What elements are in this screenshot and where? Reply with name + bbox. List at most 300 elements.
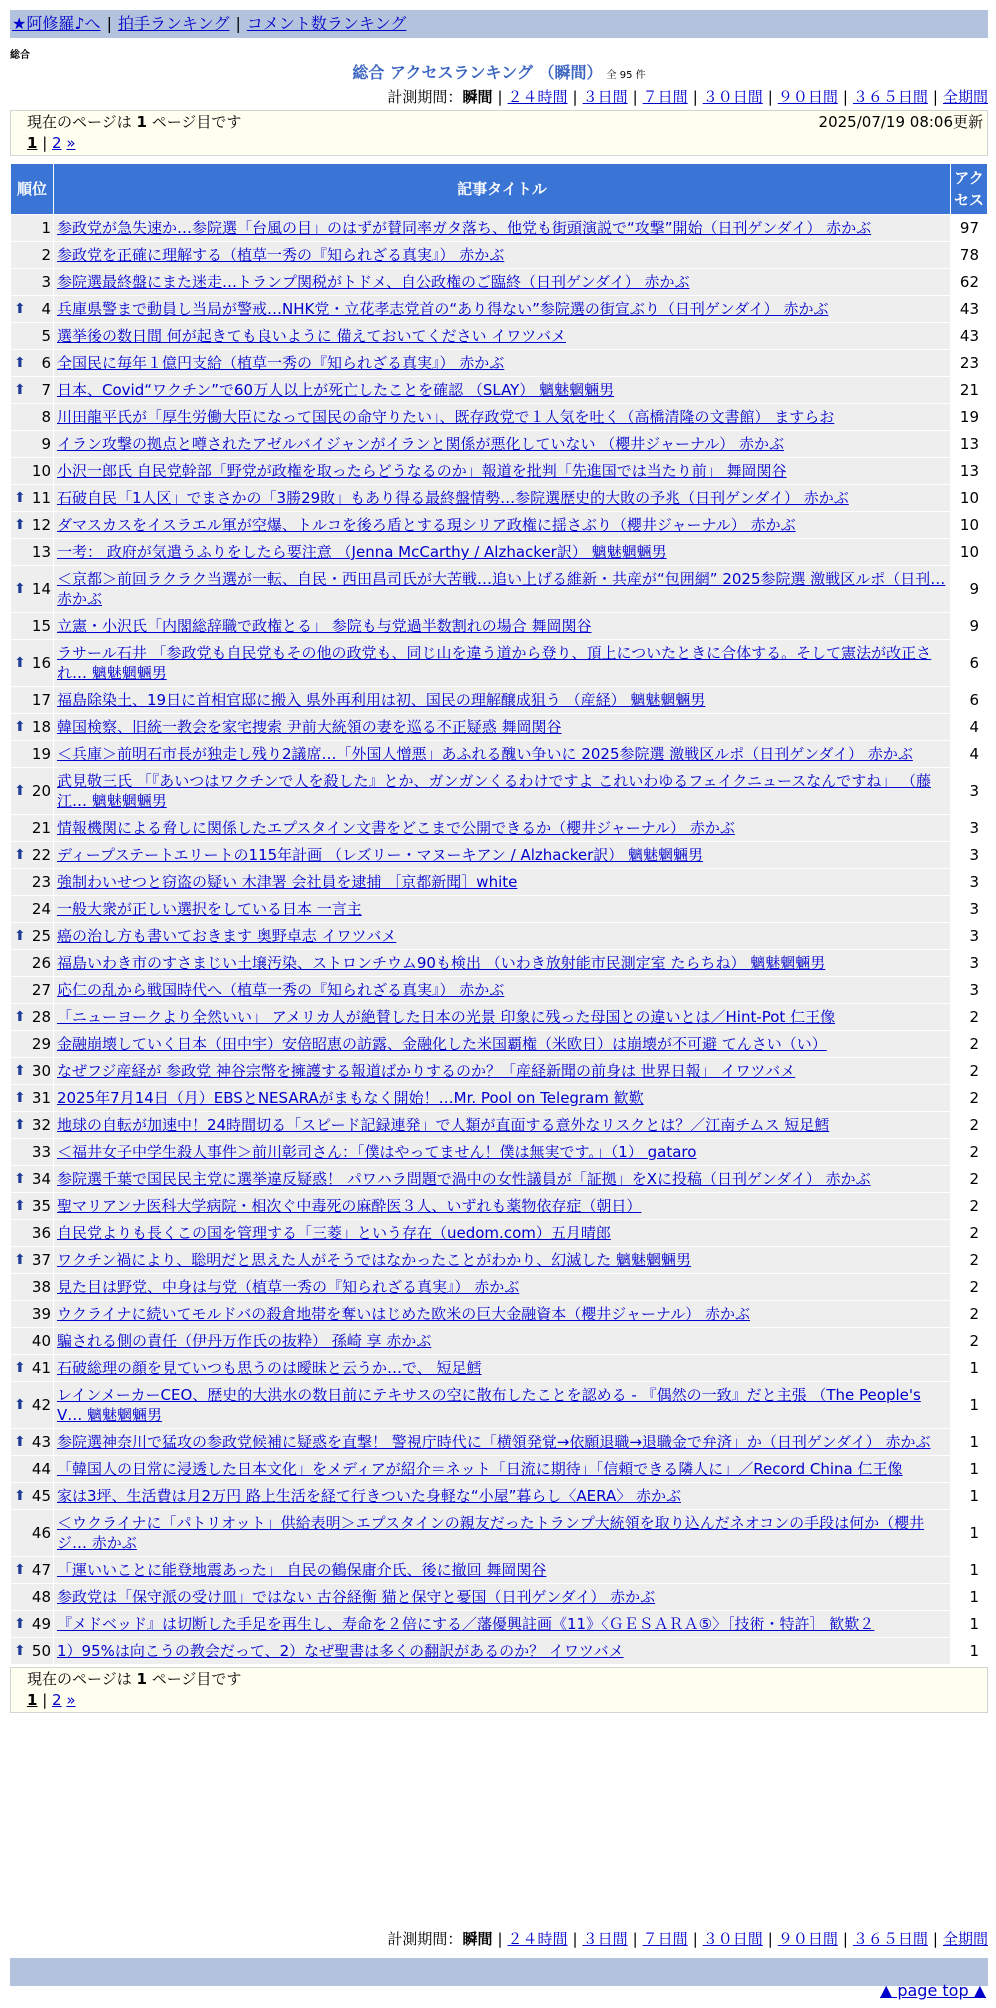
rank-cell — [11, 1328, 53, 1354]
article-title-link[interactable]: 福島いわき市のすさまじい土壌汚染、ストロンチウム90も検出 （いわき放射能市民測定室 たらちね） 魑魅魍魎男 — [57, 954, 826, 972]
title-cell — [54, 269, 950, 295]
rank-cell — [11, 687, 53, 713]
rank-cell — [11, 950, 53, 976]
rank-number: 36 — [31, 1224, 51, 1242]
rank-cell — [11, 215, 53, 241]
article-title-link[interactable]: 韓国検察、旧統一教会を家宅捜索 尹前大統領の妻を巡る不正疑惑 舞岡関谷 — [57, 718, 562, 736]
access-count: 2 — [951, 1301, 987, 1327]
title-cell — [54, 741, 950, 767]
pagination-current: 1 — [27, 1691, 38, 1709]
article-title-link[interactable]: イラン攻撃の拠点と噂されたアゼルバイジャンがイランと関係が悪化していない （櫻井ジャーナル） 赤かぶ — [57, 435, 784, 453]
rank-up-arrow-icon: ⬆ — [14, 719, 26, 735]
rank-cell — [11, 269, 53, 295]
article-title-link[interactable]: 参政党を正確に理解する（植草一秀の『知られざる真実』） 赤かぶ — [57, 246, 505, 264]
access-count: 2 — [951, 1004, 987, 1030]
rank-cell — [11, 1193, 53, 1219]
article-title-link[interactable]: 川田龍平氏が「厚生労働大臣になって国民の命守りたい」、既存政党で１人気を吐く（高橋清隆の文書館） ますらお — [57, 408, 835, 426]
nav-link-comment-ranking[interactable]: コメント数ランキング — [246, 14, 407, 33]
article-title-link[interactable]: 石破自民「1人区」でまさかの「3勝29敗」もあり得る最終盤情勢…参院選歴史的大敗の予兆（日刊ゲンダイ） 赤かぶ — [57, 489, 849, 507]
access-count: 2 — [951, 1085, 987, 1111]
article-title-link[interactable]: 地球の自転が加速中！24時間切る「スピード記録連発」で人類が直面する意外なリスクとは？／江南チムス 短足鱈 — [57, 1116, 830, 1134]
rank-cell — [11, 566, 53, 612]
table-row — [11, 1004, 987, 1030]
title-cell — [54, 1456, 950, 1482]
title-cell — [54, 950, 950, 976]
rank-number: 16 — [31, 654, 51, 672]
title-cell — [54, 323, 950, 349]
article-title-link[interactable]: 選挙後の数日間 何が起きても良いように 備えておいてください イワツバメ — [57, 327, 567, 345]
table-row — [11, 1112, 987, 1138]
access-count: 13 — [951, 431, 987, 457]
rank-number: 15 — [31, 617, 51, 635]
rank-number: 49 — [31, 1615, 51, 1633]
rank-number: 26 — [31, 954, 51, 972]
title-cell — [54, 350, 950, 376]
title-cell — [54, 815, 950, 841]
table-row — [11, 1139, 987, 1165]
col-header-access: アクセス — [951, 164, 987, 214]
table-row — [11, 1058, 987, 1084]
category-label: 総合 — [10, 50, 30, 61]
period-link-3d[interactable]: ３日間 — [582, 88, 628, 106]
title-cell — [54, 458, 950, 484]
rank-up-arrow-icon: ⬆ — [14, 1090, 26, 1106]
table-row — [11, 687, 987, 713]
article-title-link[interactable]: 参院選千葉で国民民主党に選挙違反疑惑！ パワハラ問題で渦中の女性議員が「証拠」をXに投稿（日刊ゲンダイ） 赤かぶ — [57, 1170, 871, 1188]
rank-up-arrow-icon: ⬆ — [14, 1616, 26, 1632]
title-cell — [54, 485, 950, 511]
period-link-90d[interactable]: ９０日間 — [777, 1930, 838, 1948]
period-selector-top: 計測期間：瞬間 | ２４時間 | ３日間 | ７日間 | ３０日間 | ９０日間 | ３６５日間 | 全期間 — [387, 88, 988, 106]
article-title-link[interactable]: 1）95%は向こうの教会だって、2）なぜ聖書は多くの翻訳があるのか？ イワツバメ — [57, 1642, 624, 1660]
article-title-link[interactable]: 金融崩壊していく日本（田中宇）安倍昭恵の訪露、金融化した米国覇権（米欧日）は崩壊が不可避 てんさい（い） — [57, 1035, 827, 1053]
rank-cell — [11, 1112, 53, 1138]
article-title-link[interactable]: ディープステートエリートの115年計画 （レズリー・マヌーキアン / Alzhacker訳） 魑魅魍魎男 — [57, 846, 704, 864]
rank-cell — [11, 458, 53, 484]
table-row — [11, 1031, 987, 1057]
table-row — [11, 539, 987, 565]
rank-number: 17 — [31, 691, 51, 709]
access-count: 13 — [951, 458, 987, 484]
rank-cell — [11, 431, 53, 457]
rank-number: 9 — [41, 435, 51, 453]
table-row — [11, 1247, 987, 1273]
title-cell — [54, 1382, 950, 1428]
rank-number: 45 — [31, 1487, 51, 1505]
rank-cell — [11, 350, 53, 376]
rank-number: 39 — [31, 1305, 51, 1323]
article-title-link[interactable]: 一考： 政府が気遣うふりをしたら要注意 （Jenna McCarthy / Alzhacker訳） 魑魅魍魎男 — [57, 543, 667, 561]
title-cell — [54, 1328, 950, 1354]
period-link-30d[interactable]: ３０日間 — [702, 1930, 763, 1948]
access-count: 3 — [951, 768, 987, 814]
access-count: 43 — [951, 296, 987, 322]
table-row — [11, 1166, 987, 1192]
rank-up-arrow-icon: ⬆ — [14, 1171, 26, 1187]
period-link-7d[interactable]: ７日間 — [642, 1930, 688, 1948]
table-row — [11, 1220, 987, 1246]
article-title-link[interactable]: 『メドベッド』は切断した手足を再生し、寿命を２倍にする／藩優興註画《11》〈ＧＥＳＡＲＡ⑤〉［技術・特許］ 歓歎２ — [57, 1615, 875, 1633]
top-nav-bar — [10, 10, 988, 38]
access-count: 1 — [951, 1584, 987, 1610]
title-cell — [54, 1112, 950, 1138]
rank-cell — [11, 1557, 53, 1583]
rank-up-arrow-icon: ⬆ — [14, 517, 26, 533]
access-count: 62 — [951, 269, 987, 295]
article-title-link[interactable]: 参政党は「保守派の受け皿」ではない 古谷経衡 猫と保守と憂国（日刊ゲンダイ） 赤かぶ — [57, 1588, 656, 1606]
rank-number: 30 — [31, 1062, 51, 1080]
nav-link-asyura[interactable]: ★阿修羅♪へ — [12, 14, 101, 33]
table-row — [11, 1301, 987, 1327]
title-cell — [54, 242, 950, 268]
access-count: 9 — [951, 566, 987, 612]
table-row — [11, 215, 987, 241]
table-row — [11, 269, 987, 295]
rank-cell — [11, 485, 53, 511]
table-row — [11, 923, 987, 949]
table-header-row — [11, 164, 987, 214]
title-cell — [54, 1085, 950, 1111]
title-cell — [54, 687, 950, 713]
rank-cell — [11, 1139, 53, 1165]
rank-up-arrow-icon: ⬆ — [14, 1117, 26, 1133]
rank-up-arrow-icon: ⬆ — [14, 1198, 26, 1214]
rank-cell — [11, 977, 53, 1003]
rank-number: 48 — [31, 1588, 51, 1606]
title-cell — [54, 613, 950, 639]
article-title-link[interactable]: 応仁の乱から戦国時代へ（植草一秀の『知られざる真実』） 赤かぶ — [57, 981, 505, 999]
article-title-link[interactable]: 小沢一郎氏 自民党幹部「野党が政権を取ったらどうなるのか」報道を批判「先進国では当たり前」 舞岡関谷 — [57, 462, 787, 480]
title-cell — [54, 768, 950, 814]
access-count: 23 — [951, 350, 987, 376]
article-title-link[interactable]: 一般大衆が正しい選択をしている日本 一言主 — [57, 900, 362, 918]
article-title-link[interactable]: 自民党よりも長くこの国を管理する「三菱」という存在（uedom.com）五月晴郎 — [57, 1224, 611, 1242]
access-count: 2 — [951, 1274, 987, 1300]
access-count: 3 — [951, 842, 987, 868]
rank-cell — [11, 1004, 53, 1030]
article-title-link[interactable]: 聖マリアンナ医科大学病院・相次ぐ中毒死の麻酔医３人、いずれも薬物依存症（朝日） — [57, 1197, 642, 1215]
rank-number: 10 — [31, 462, 51, 480]
article-title-link[interactable]: 癌の治し方も書いておきます 奥野卓志 イワツバメ — [57, 927, 397, 945]
title-cell — [54, 869, 950, 895]
rank-number: 35 — [31, 1197, 51, 1215]
rank-cell — [11, 613, 53, 639]
rank-cell — [11, 1382, 53, 1428]
table-row — [11, 869, 987, 895]
access-count: 3 — [951, 923, 987, 949]
article-title-link[interactable]: 見た目は野党、中身は与党（植草一秀の『知られざる真実』） 赤かぶ — [57, 1278, 520, 1296]
title-cell — [54, 431, 950, 457]
article-title-link[interactable]: 参政党が急失速か…参院選「台風の目」のはずが賛同率ガタ落ち、他党も街頭演説で“攻撃”開始（日刊ゲンダイ） 赤かぶ — [57, 219, 872, 237]
table-row — [11, 1193, 987, 1219]
title-cell — [54, 1031, 950, 1057]
period-link-365d[interactable]: ３６５日間 — [852, 88, 928, 106]
period-link-365d[interactable]: ３６５日間 — [852, 1930, 928, 1948]
article-title-link[interactable]: 「運いいことに能登地震あった」 自民の鶴保庸介氏、後に撤回 舞岡関谷 — [57, 1561, 547, 1579]
table-row — [11, 296, 987, 322]
page-top-link[interactable]: ▲ page top ▲ — [879, 1981, 986, 2000]
updated-timestamp: 2025/07/19 08:06更新 — [818, 113, 983, 131]
period-current: 瞬間 — [462, 1930, 493, 1948]
bottom-bar — [10, 1958, 988, 1986]
page-title-text: 総合 アクセスランキング （瞬間） — [352, 63, 603, 82]
pagination-next[interactable]: » — [66, 134, 76, 152]
table-row — [11, 896, 987, 922]
table-row — [11, 1274, 987, 1300]
period-link-3d[interactable]: ３日間 — [582, 1930, 628, 1948]
article-title-link[interactable]: ウクライナに続いてモルドバの殺倉地帯を奪いはじめた欧米の巨大金融資本（櫻井ジャーナル） 赤かぶ — [57, 1305, 750, 1323]
rank-up-arrow-icon: ⬆ — [14, 928, 26, 944]
period-label: 計測期間： — [387, 88, 463, 106]
article-title-link[interactable]: 情報機関による脅しに関係したエプスタイン文書をどこまで公開できるか（櫻井ジャーナル） 赤かぶ — [57, 819, 735, 837]
title-cell — [54, 296, 950, 322]
access-count: 6 — [951, 640, 987, 686]
period-link-all[interactable]: 全期間 — [942, 1930, 988, 1948]
rank-number: 7 — [41, 381, 51, 399]
rank-number: 14 — [31, 580, 51, 598]
access-count: 21 — [951, 377, 987, 403]
title-cell — [54, 1584, 950, 1610]
rank-up-arrow-icon: ⬆ — [14, 355, 26, 371]
page-info-text: 現在のページは — [27, 113, 132, 131]
pagination-page-2[interactable]: 2 — [52, 1691, 62, 1709]
period-link-30d[interactable]: ３０日間 — [702, 88, 763, 106]
access-count: 9 — [951, 613, 987, 639]
rank-number: 42 — [31, 1396, 51, 1414]
rank-cell — [11, 404, 53, 430]
rank-number: 27 — [31, 981, 51, 999]
access-count: 2 — [951, 1247, 987, 1273]
access-count: 1 — [951, 1557, 987, 1583]
period-link-24h[interactable]: ２４時間 — [507, 1930, 568, 1948]
article-title-link[interactable]: 「ニューヨークより全然いい」 アメリカ人が絶賛した日本の光景 印象に残った母国との違いとは／Hint-Pot 仁王像 — [57, 1008, 836, 1026]
rank-up-arrow-icon: ⬆ — [14, 301, 26, 317]
article-title-link[interactable]: 石破総理の顔を見ていつも思うのは曖昧と云うか…で、 短足鱈 — [57, 1359, 482, 1377]
access-count: 1 — [951, 1510, 987, 1556]
article-title-link[interactable]: ダマスカスをイスラエル軍が空爆、トルコを後ろ盾とする現シリア政権に揺さぶり（櫻井ジャーナル） 赤かぶ — [57, 516, 796, 534]
rank-cell — [11, 640, 53, 686]
rank-up-arrow-icon: ⬆ — [14, 783, 26, 799]
table-row — [11, 485, 987, 511]
access-count: 19 — [951, 404, 987, 430]
article-title-link[interactable]: 兵庫県警まで動員し当局が警戒…NHK党・立花孝志党首の“あり得ない”参院選の街宣ぶり（日刊ゲンダイ） 赤かぶ — [57, 300, 829, 318]
rank-up-arrow-icon: ⬆ — [14, 1434, 26, 1450]
access-count: 10 — [951, 512, 987, 538]
title-cell — [54, 842, 950, 868]
title-cell — [54, 1355, 950, 1381]
table-row — [11, 566, 987, 612]
rank-cell — [11, 539, 53, 565]
table-row — [11, 1355, 987, 1381]
rank-number: 21 — [31, 819, 51, 837]
rank-number: 50 — [31, 1642, 51, 1660]
rank-number: 38 — [31, 1278, 51, 1296]
rank-up-arrow-icon: ⬆ — [14, 581, 26, 597]
period-selector-bottom: 計測期間：瞬間 | ２４時間 | ３日間 | ７日間 | ３０日間 | ９０日間 | ３６５日間 | 全期間 — [387, 1930, 988, 1948]
article-title-link[interactable]: 日本、Covid“ワクチン”で60万人以上が死亡したことを確認 （SLAY） 魑魅魍魎男 — [57, 381, 615, 399]
rank-cell — [11, 768, 53, 814]
col-header-rank: 順位 — [11, 164, 53, 214]
access-count: 6 — [951, 687, 987, 713]
access-count: 4 — [951, 741, 987, 767]
article-title-link[interactable]: ＜福井女子中学生殺人事件＞前川彰司さん：「僕はやってません！僕は無実です。」（1） gataro — [57, 1143, 697, 1161]
rank-number: 46 — [31, 1524, 51, 1542]
access-count: 2 — [951, 1031, 987, 1057]
rank-up-arrow-icon: ⬆ — [14, 1397, 26, 1413]
rank-up-arrow-icon: ⬆ — [14, 1009, 26, 1025]
page-info-bottom: 現在のページは 1 ページ目です 1 | 2 » — [10, 1667, 988, 1713]
rank-number: 13 — [31, 543, 51, 561]
access-count: 1 — [951, 1483, 987, 1509]
period-link-24h[interactable]: ２４時間 — [507, 88, 568, 106]
title-cell — [54, 539, 950, 565]
period-label: 計測期間： — [387, 1930, 463, 1948]
table-row — [11, 950, 987, 976]
table-row — [11, 815, 987, 841]
table-row — [11, 1456, 987, 1482]
article-title-link[interactable]: 福島除染土、19日に首相官邸に搬入 県外再利用は初、国民の理解醸成狙う （産経） 魑魅魍魎男 — [57, 691, 706, 709]
article-title-link[interactable]: 家は3坪、生活費は月2万円 路上生活を経て行きついた身軽な“小屋”暮らし〈AERA〉 赤かぶ — [57, 1487, 681, 1505]
ranking-table — [10, 163, 988, 1665]
rank-cell — [11, 1085, 53, 1111]
rank-cell — [11, 377, 53, 403]
rank-number: 40 — [31, 1332, 51, 1350]
table-row — [11, 741, 987, 767]
rank-cell — [11, 1456, 53, 1482]
rank-number: 18 — [31, 718, 51, 736]
article-title-link[interactable]: ＜兵庫＞前明石市長が独走し残り2議席…「外国人憎悪」あふれる醜い争いに 2025参院選 激戦区ルポ（日刊ゲンダイ） 赤かぶ — [57, 745, 913, 763]
rank-cell — [11, 1274, 53, 1300]
article-title-link[interactable]: ワクチン禍により、聡明だと思えた人がそうではなかったことがわかり、幻滅した 魑魅魍魎男 — [57, 1251, 692, 1269]
rank-cell — [11, 1166, 53, 1192]
article-title-link[interactable]: 参院選最終盤にまた迷走…トランプ関税がトドメ、自公政権のご臨終（日刊ゲンダイ） 赤かぶ — [57, 273, 690, 291]
rank-up-arrow-icon: ⬆ — [14, 490, 26, 506]
period-link-all[interactable]: 全期間 — [942, 88, 988, 106]
rank-number: 32 — [31, 1116, 51, 1134]
page-info-text-post: ページ目です — [151, 1670, 242, 1688]
title-cell — [54, 1274, 950, 1300]
pagination-current: 1 — [27, 134, 38, 152]
rank-up-arrow-icon: ⬆ — [14, 655, 26, 671]
rank-number: 19 — [31, 745, 51, 763]
pagination-next[interactable]: » — [66, 1691, 76, 1709]
title-cell — [54, 1429, 950, 1455]
nav-link-clap-ranking[interactable]: 拍手ランキング — [117, 14, 230, 33]
title-cell — [54, 1510, 950, 1556]
article-title-link[interactable]: 騙される側の責任（伊丹万作氏の抜粋） 孫崎 享 赤かぶ — [57, 1332, 432, 1350]
access-count: 78 — [951, 242, 987, 268]
page-title — [10, 60, 988, 83]
article-title-link[interactable]: なぜフジ産経が 参政党 神谷宗幣を擁護する報道ばかりするのか？「産経新聞の前身は 世界日報」 イワツバメ — [57, 1062, 796, 1080]
article-title-link[interactable]: 全国民に毎年１億円支給（植草一秀の『知られざる真実』） 赤かぶ — [57, 354, 505, 372]
table-row — [11, 1328, 987, 1354]
table-row — [11, 640, 987, 686]
article-title-link[interactable]: 立憲・小沢氏「内閣総辞職で政権とる」 参院も与党過半数割れの場合 舞岡関谷 — [57, 617, 592, 635]
period-link-7d[interactable]: ７日間 — [642, 88, 688, 106]
rank-cell — [11, 815, 53, 841]
article-title-link[interactable]: 2025年7月14日（月）EBSとNESARAがまもなく開始！…Mr. Pool on Telegram 歓歎 — [57, 1089, 644, 1107]
title-cell — [54, 512, 950, 538]
access-count: 2 — [951, 1112, 987, 1138]
period-link-90d[interactable]: ９０日間 — [777, 88, 838, 106]
access-count: 10 — [951, 539, 987, 565]
table-row — [11, 1611, 987, 1637]
article-title-link[interactable]: ラサール石井 「参政党も自民党もその他の政党も、同じ山を違う道から登り、頂上についたときに合体する。そして憲法が改正され… 魑魅魍魎男 — [57, 644, 932, 682]
rank-number: 11 — [31, 489, 51, 507]
table-row — [11, 431, 987, 457]
table-row — [11, 458, 987, 484]
col-header-title: 記事タイトル — [54, 164, 950, 214]
access-count: 2 — [951, 1058, 987, 1084]
table-row — [11, 377, 987, 403]
rank-cell — [11, 1301, 53, 1327]
rank-up-arrow-icon: ⬆ — [14, 1063, 26, 1079]
article-title-link[interactable]: 強制わいせつと窃盗の疑い 木津署 会社員を逮捕 ［京都新聞］white — [57, 873, 518, 891]
rank-cell — [11, 896, 53, 922]
access-count: 2 — [951, 1328, 987, 1354]
access-count: 43 — [951, 323, 987, 349]
title-cell — [54, 1193, 950, 1219]
rank-up-arrow-icon: ⬆ — [14, 847, 26, 863]
access-count: 2 — [951, 1166, 987, 1192]
article-title-link[interactable]: レインメーカーCEO、歴史的大洪水の数日前にテキサスの空に散布したことを認める - 『偶然の一致』だと主張 （The People's V… 魑魅魍魎男 — [57, 1386, 921, 1424]
rank-cell — [11, 1584, 53, 1610]
title-cell — [54, 714, 950, 740]
title-cell — [54, 1166, 950, 1192]
rank-number: 43 — [31, 1433, 51, 1451]
rank-number: 2 — [41, 246, 51, 264]
title-cell — [54, 1058, 950, 1084]
article-title-link[interactable]: 武見敬三氏 「『あいつはワクチンで人を殺した』とか、ガンガンくるわけですよ これいわゆるフェイクニュースなんですね」 （藤江… 魑魅魍魎男 — [57, 772, 931, 810]
rank-number: 3 — [41, 273, 51, 291]
title-cell — [54, 1301, 950, 1327]
title-cell — [54, 1247, 950, 1273]
rank-number: 23 — [31, 873, 51, 891]
article-title-link[interactable]: ＜京都＞前回ラクラク当選が一転、自民・西田昌司氏が大苦戦…追い上げる維新・共産が“包囲網” 2025参院選 激戦区ルポ（日刊… 赤かぶ — [57, 570, 946, 608]
rank-number: 22 — [31, 846, 51, 864]
rank-number: 6 — [41, 354, 51, 372]
ranking-table-body — [11, 215, 987, 1664]
table-row — [11, 242, 987, 268]
access-count: 3 — [951, 977, 987, 1003]
rank-cell — [11, 1247, 53, 1273]
pagination-page-2[interactable]: 2 — [52, 134, 62, 152]
article-title-link[interactable]: 参院選神奈川で猛攻の参政党候補に疑惑を直撃！ 警視庁時代に「横領発覚→依願退職→退職金で弁済」か（日刊ゲンダイ） 赤かぶ — [57, 1433, 931, 1451]
rank-cell — [11, 1483, 53, 1509]
rank-number: 25 — [31, 927, 51, 945]
rank-up-arrow-icon: ⬆ — [14, 1252, 26, 1268]
access-count: 1 — [951, 1355, 987, 1381]
access-count: 2 — [951, 1139, 987, 1165]
table-row — [11, 1382, 987, 1428]
rank-cell — [11, 242, 53, 268]
table-row — [11, 768, 987, 814]
page-info-text: 現在のページは — [27, 1670, 132, 1688]
access-count: 3 — [951, 815, 987, 841]
title-cell — [54, 640, 950, 686]
table-row — [11, 1584, 987, 1610]
article-title-link[interactable]: ＜ウクライナに「パトリオット」供給表明＞エプスタインの親友だったトランプ大統領を取り込んだネオコンの手段は何か（櫻井ジ… 赤かぶ — [57, 1514, 925, 1552]
rank-number: 20 — [31, 782, 51, 800]
rank-number: 5 — [41, 327, 51, 345]
access-count: 1 — [951, 1638, 987, 1664]
access-count: 3 — [951, 950, 987, 976]
article-title-link[interactable]: 「韓国人の日常に浸透した日本文化」をメディアが紹介＝ネット「日流に期待」「信頼できる隣人に」／Record China 仁王像 — [57, 1460, 903, 1478]
rank-number: 12 — [31, 516, 51, 534]
table-row — [11, 1429, 987, 1455]
access-count: 4 — [951, 714, 987, 740]
rank-cell — [11, 741, 53, 767]
